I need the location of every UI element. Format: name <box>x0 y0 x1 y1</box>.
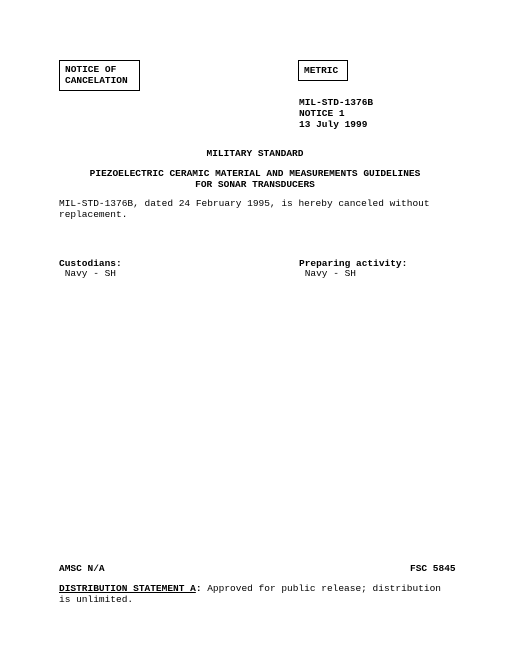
standard-category: MILITARY STANDARD <box>206 148 304 159</box>
fsc-code: FSC 5845 <box>410 563 456 574</box>
cancel-statement-line2: replacement. <box>59 209 128 220</box>
distribution-statement-label: DISTRIBUTION STATEMENT A <box>59 583 196 594</box>
notice-of-cancelation-box <box>59 60 140 91</box>
notice-number: NOTICE 1 <box>299 108 345 119</box>
distribution-text-1: Approved for public release; distribution <box>201 583 441 594</box>
notice-date: 13 July 1999 <box>299 119 368 130</box>
preparing-activity-value: Navy - SH <box>299 268 357 279</box>
distribution-colon: : <box>195 583 202 594</box>
custodians-value: Navy - SH <box>59 268 117 279</box>
metric-box <box>298 60 348 81</box>
distribution-statement-line1 <box>59 583 441 594</box>
preparing-activity-label: Preparing activity: <box>299 258 408 269</box>
doc-id: MIL-STD-1376B <box>299 97 374 108</box>
metric-label: METRIC <box>304 65 339 76</box>
title-line2: FOR SONAR TRANSDUCERS <box>195 179 315 190</box>
cancel-statement-line1: MIL-STD-1376B, dated 24 February 1995, is hereby canceled without <box>59 198 430 209</box>
amsc-code: AMSC N/A <box>59 563 105 574</box>
notice-box-line1: NOTICE OF <box>65 64 117 75</box>
custodians-label: Custodians: <box>59 258 122 269</box>
distribution-statement-line2: is unlimited. <box>59 594 134 605</box>
notice-box-line2: CANCELATION <box>65 75 128 86</box>
title-line1: PIEZOELECTRIC CERAMIC MATERIAL AND MEASUREMENTS GUIDELINES <box>89 168 421 179</box>
